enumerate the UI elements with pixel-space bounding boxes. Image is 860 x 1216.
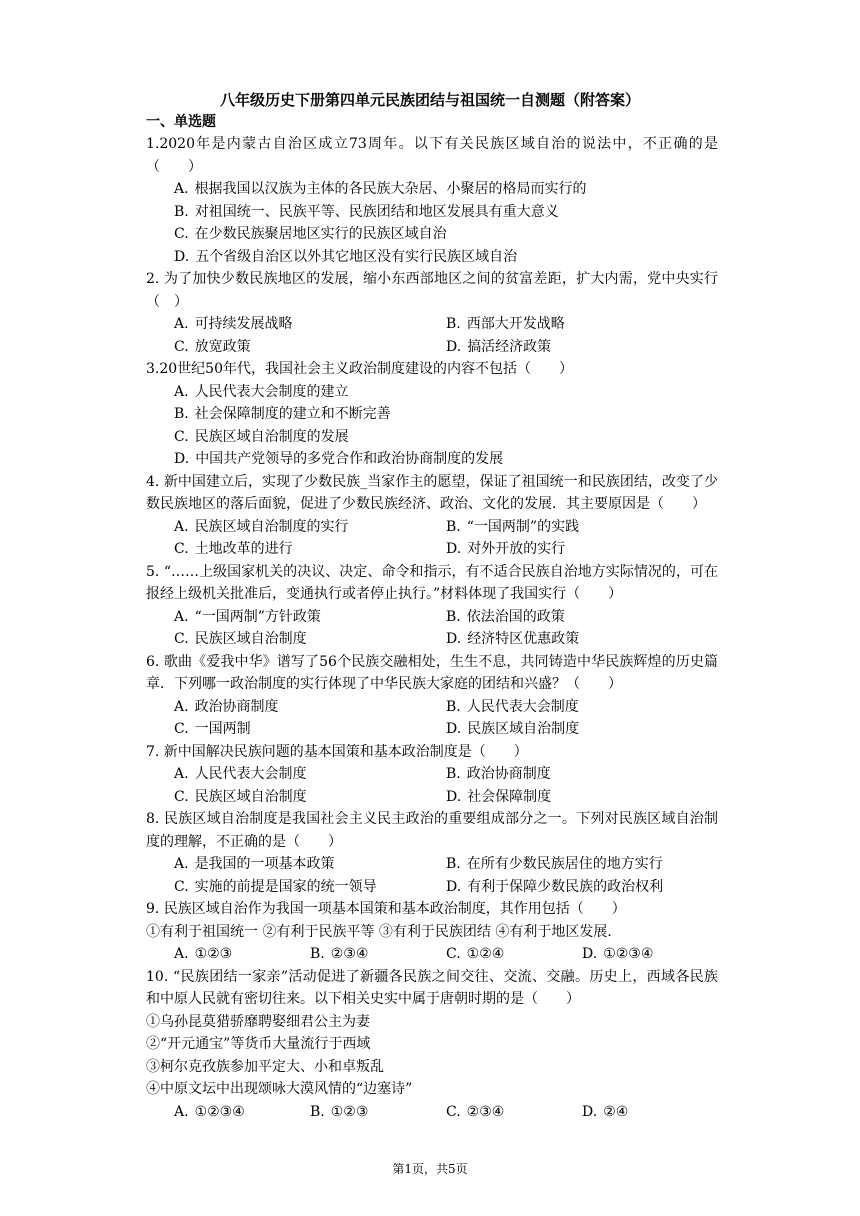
option-text: 可持续发展战略: [194, 316, 293, 332]
option-row: [146, 201, 718, 224]
option-text: 放宽政策: [194, 338, 251, 355]
answer-option[interactable]: [310, 1101, 446, 1124]
question-statement: ④中原文坛中出现颂咏大漠风情的“边塞诗”: [146, 1081, 413, 1097]
option-letter: A.: [174, 856, 189, 872]
option-letter: C.: [174, 226, 189, 242]
question-text: 5. “……上级国家机关的决议、决定、命令和指示，有不适合民族自治地方实际情况的，可在报经上级机关批准后，变通执行或者停止执行。”材料体现了我国实行（ ）: [146, 563, 718, 602]
answer-option[interactable]: [174, 223, 718, 246]
option-letter: D.: [582, 946, 598, 962]
answer-option[interactable]: [174, 943, 310, 966]
question-text: 8. 民族区域自治制度是我国社会主义民主政治的重要组成部分之一。下列对民族区域自治制度的理解，不正确的是（ ）: [146, 811, 718, 850]
question-text: 4. 新中国建立后，实现了少数民族_当家作主的愿望，保证了祖国统一和民族团结，改变了少数民族地区的落后面貌，促进了少数民族经济、政治、文化的发展．其主要原因是（ ）: [146, 473, 718, 512]
option-text: ②③④: [330, 946, 369, 962]
option-letter: C.: [174, 631, 189, 647]
option-letter: A.: [174, 1103, 189, 1120]
answer-option[interactable]: [446, 628, 718, 651]
option-row: [146, 403, 718, 426]
option-text: 民族区域自治制度: [467, 721, 580, 737]
option-row: [146, 223, 718, 246]
answer-option[interactable]: [446, 1101, 582, 1124]
question-item: [146, 561, 718, 651]
answer-option[interactable]: [446, 786, 718, 809]
option-text: ②④: [603, 1103, 629, 1120]
option-text: 根据我国以汉族为主体的各民族大杂居、小聚居的格局而实行的: [194, 181, 587, 197]
answer-option[interactable]: [174, 201, 718, 224]
question-statement: ①乌孙昆莫猎骄靡聘娶细君公主为妻: [146, 1013, 370, 1030]
option-row: [146, 246, 718, 269]
option-row: [146, 876, 718, 899]
option-text: 政治协商制度: [466, 766, 551, 782]
option-letter: A.: [174, 181, 189, 197]
option-letter: D.: [446, 721, 462, 737]
option-letter: D.: [446, 541, 462, 557]
answer-option[interactable]: [174, 538, 446, 561]
option-text: 民族区域自治制度的发展: [194, 428, 349, 445]
option-letter: D.: [446, 338, 462, 355]
option-text: “一国两制”的实践: [466, 518, 580, 535]
option-row: [146, 1101, 718, 1124]
answer-option[interactable]: [174, 448, 718, 471]
option-letter: B.: [446, 518, 461, 535]
option-text: 在少数民族聚居地区实行的民族区域自治: [194, 226, 447, 242]
answer-option[interactable]: [174, 426, 718, 449]
option-text: 政治协商制度: [194, 698, 279, 715]
question-item: [146, 651, 718, 741]
option-text: 人民代表大会制度: [194, 766, 307, 782]
option-letter: C.: [446, 946, 461, 962]
answer-option[interactable]: [446, 538, 718, 561]
answer-option[interactable]: [446, 606, 718, 629]
question-item: [146, 741, 718, 809]
option-text: 有利于保障少数民族的政治权利: [467, 878, 664, 895]
answer-option[interactable]: [446, 336, 718, 359]
question-text: 10. “民族团结一家亲”活动促进了新疆各民族之间交往、交流、交融。历史上，西域各民族和中原人民就有密切往来。以下相关史实中属于唐朝时期的是（ ）: [146, 968, 718, 1007]
option-letter: A.: [174, 766, 189, 782]
question-item: [146, 133, 718, 268]
option-text: 人民代表大会制度: [466, 698, 579, 715]
option-letter: D.: [582, 1103, 598, 1120]
option-letter: A.: [174, 518, 189, 535]
option-text: 一国两制: [194, 721, 251, 737]
question-text: 9. 民族区域自治作为我国一项基本国策和基本政治制度，其作用包括（ ）: [146, 901, 626, 917]
option-letter: D.: [446, 788, 462, 805]
option-row: [146, 696, 718, 719]
option-text: 民族区域自治制度: [194, 788, 307, 805]
option-letter: B.: [446, 698, 461, 715]
option-row: [146, 336, 718, 359]
answer-option[interactable]: [174, 876, 446, 899]
option-text: 中国共产党领导的多党合作和政治协商制度的发展: [195, 451, 504, 467]
answer-option[interactable]: [446, 763, 718, 786]
option-letter: A.: [174, 946, 189, 962]
answer-option[interactable]: [174, 178, 718, 201]
option-text: ①②③: [194, 946, 233, 962]
question-text: 3.20世纪50年代，我国社会主义政治制度建设的内容不包括（ ）: [146, 361, 573, 377]
option-letter: A.: [174, 383, 189, 400]
option-text: 对外开放的实行: [467, 541, 566, 557]
answer-option[interactable]: [446, 943, 582, 966]
answer-option[interactable]: [446, 718, 718, 741]
answer-option[interactable]: [174, 606, 446, 629]
question-statement: ①有利于祖国统一 ②有利于民族平等 ③有利于民族团结 ④有利于地区发展．: [146, 923, 622, 940]
option-row: [146, 538, 718, 561]
option-letter: A.: [174, 698, 189, 715]
option-letter: D.: [174, 451, 190, 467]
option-letter: D.: [446, 631, 462, 647]
answer-option[interactable]: [174, 718, 446, 741]
answer-option[interactable]: [446, 876, 718, 899]
answer-option[interactable]: [174, 313, 446, 336]
option-letter: B.: [446, 608, 461, 625]
answer-option[interactable]: [446, 516, 718, 539]
answer-option[interactable]: [582, 943, 718, 966]
option-letter: C.: [174, 541, 189, 557]
option-text: 依法治国的政策: [466, 608, 565, 625]
option-text: ①②③: [330, 1103, 369, 1120]
option-letter: A.: [174, 316, 189, 332]
option-text: ②③④: [466, 1103, 505, 1120]
question-item: [146, 471, 718, 561]
option-text: 实施的前提是国家的统一领导: [194, 878, 377, 895]
answer-option[interactable]: [174, 628, 446, 651]
section-heading: 一、单选题: [146, 114, 216, 130]
option-text: 搞活经济政策: [467, 338, 552, 355]
option-letter: C.: [174, 721, 189, 737]
answer-option[interactable]: [174, 853, 446, 876]
answer-option[interactable]: [174, 763, 446, 786]
option-row: [146, 628, 718, 651]
option-row: [146, 853, 718, 876]
option-text: 对祖国统一、民族平等、民族团结和地区发展具有重大意义: [194, 203, 559, 220]
option-letter: B.: [174, 406, 189, 422]
option-text: 在所有少数民族居住的地方实行: [466, 856, 663, 872]
question-item: [146, 966, 718, 1124]
option-text: ①②③④: [194, 1103, 245, 1120]
question-item: [146, 808, 718, 898]
option-text: 经济特区优惠政策: [467, 631, 580, 647]
question-statement: ②“开元通宝”等货币大量流行于西域: [146, 1036, 371, 1052]
option-letter: D.: [174, 248, 190, 265]
answer-option[interactable]: [446, 696, 718, 719]
option-text: 社会保障制度的建立和不断完善: [194, 406, 391, 422]
question-item: [146, 358, 718, 471]
option-letter: C.: [174, 788, 189, 805]
option-letter: A.: [174, 608, 189, 625]
answer-option[interactable]: [446, 853, 718, 876]
question-item: [146, 898, 718, 966]
question-item: [146, 268, 718, 358]
option-letter: D.: [446, 878, 462, 895]
option-row: [146, 313, 718, 336]
answer-option[interactable]: [174, 1101, 310, 1124]
question-list: [146, 133, 718, 1123]
option-row: [146, 381, 718, 404]
document-title: 八年级历史下册第四单元民族团结与祖国统一自测题（附答案）: [219, 91, 640, 109]
option-text: 土地改革的进行: [194, 541, 293, 557]
option-row: [146, 178, 718, 201]
answer-option[interactable]: [310, 943, 446, 966]
option-letter: C.: [174, 878, 189, 895]
option-letter: B.: [446, 316, 461, 332]
option-row: [146, 763, 718, 786]
answer-option[interactable]: [582, 1101, 718, 1124]
option-text: 民族区域自治制度: [194, 631, 307, 647]
option-letter: B.: [446, 766, 461, 782]
option-letter: B.: [174, 203, 189, 220]
answer-option[interactable]: [174, 403, 718, 426]
option-text: 西部大开发战略: [466, 316, 565, 332]
option-text: 民族区域自治制度的实行: [194, 518, 349, 535]
answer-option[interactable]: [174, 696, 446, 719]
option-row: [146, 786, 718, 809]
option-letter: C.: [446, 1103, 461, 1120]
option-text: 社会保障制度: [467, 788, 552, 805]
option-text: 五个省级自治区以外其它地区没有实行民族区域自治: [195, 248, 518, 265]
option-row: [146, 943, 718, 966]
answer-option[interactable]: [174, 246, 718, 269]
option-row: [146, 448, 718, 471]
option-letter: C.: [174, 338, 189, 355]
option-text: ①②③④: [603, 946, 654, 962]
option-letter: B.: [446, 856, 461, 872]
option-text: 是我国的一项基本政策: [194, 856, 335, 872]
answer-option[interactable]: [174, 516, 446, 539]
answer-option[interactable]: [174, 381, 718, 404]
option-text: ①②④: [466, 946, 505, 962]
option-row: [146, 516, 718, 539]
option-text: 人民代表大会制度的建立: [194, 383, 349, 400]
question-text: 2. 为了加快少数民族地区的发展，缩小东西部地区之间的贫富差距，扩大内需，党中央实行（ ）: [146, 271, 718, 310]
question-statement: ③柯尔克孜族参加平定大、小和卓叛乱: [146, 1058, 384, 1075]
answer-option[interactable]: [174, 336, 446, 359]
answer-option[interactable]: [446, 313, 718, 336]
option-row: [146, 718, 718, 741]
option-letter: C.: [174, 428, 189, 445]
question-text: 7. 新中国解决民族问题的基本国策和基本政治制度是（ ）: [146, 743, 528, 760]
option-row: [146, 606, 718, 629]
option-row: [146, 426, 718, 449]
page-footer: 第1页，共5页: [392, 1162, 468, 1176]
answer-option[interactable]: [174, 786, 446, 809]
question-text: 6. 歌曲《爱我中华》谱写了56个民族交融相处，生生不息，共同铸造中华民族辉煌的历史篇章．下列哪一政治制度的实行体现了中华民族大家庭的团结和兴盛？（ ）: [146, 653, 718, 692]
option-text: “一国两制”方针政策: [194, 608, 321, 625]
option-letter: B.: [310, 1103, 325, 1120]
option-letter: B.: [310, 946, 325, 962]
question-text: 1.2020年是内蒙古自治区成立73周年。以下有关民族区域自治的说法中，不正确的是（ ）: [146, 136, 718, 175]
